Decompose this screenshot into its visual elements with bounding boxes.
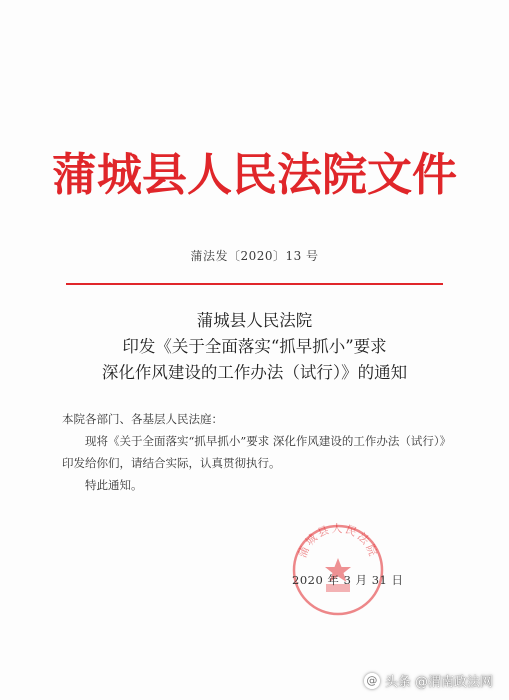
salutation: 本院各部门、各基层人民法庭： [62, 412, 223, 426]
document-number: 蒲法发〔2020〕13 号 [190, 249, 319, 263]
subject-line-3: 深化作风建设的工作办法（试行）》的通知 [101, 363, 408, 382]
body-paragraph-2: 特此通知。 [85, 478, 143, 492]
document-body [62, 408, 452, 496]
subject-line-1: 蒲城县人民法院 [196, 311, 313, 330]
body-paragraph-1: 现将《关于全面落实“抓早抓小”要求 深化作风建设的工作办法（试行）》印发给你们，请结合实际，认真贯彻执行。 [62, 434, 452, 470]
svg-text:蒲城县人民法院: 蒲城县人民法院 [295, 521, 381, 560]
at-icon: @ [364, 673, 380, 689]
document-date: 2020 年 3 月 31 日 [292, 573, 404, 587]
watermark-text: 头条 @渭南政法网 [384, 675, 493, 690]
official-seal-icon [288, 518, 388, 618]
subject-line-2: 印发《关于全面落实“抓早抓小”要求 [122, 337, 387, 356]
red-divider [66, 283, 443, 285]
document-subject [0, 308, 509, 386]
document-header-title: 蒲城县人民法院文件 [51, 148, 457, 201]
watermark [364, 671, 493, 690]
